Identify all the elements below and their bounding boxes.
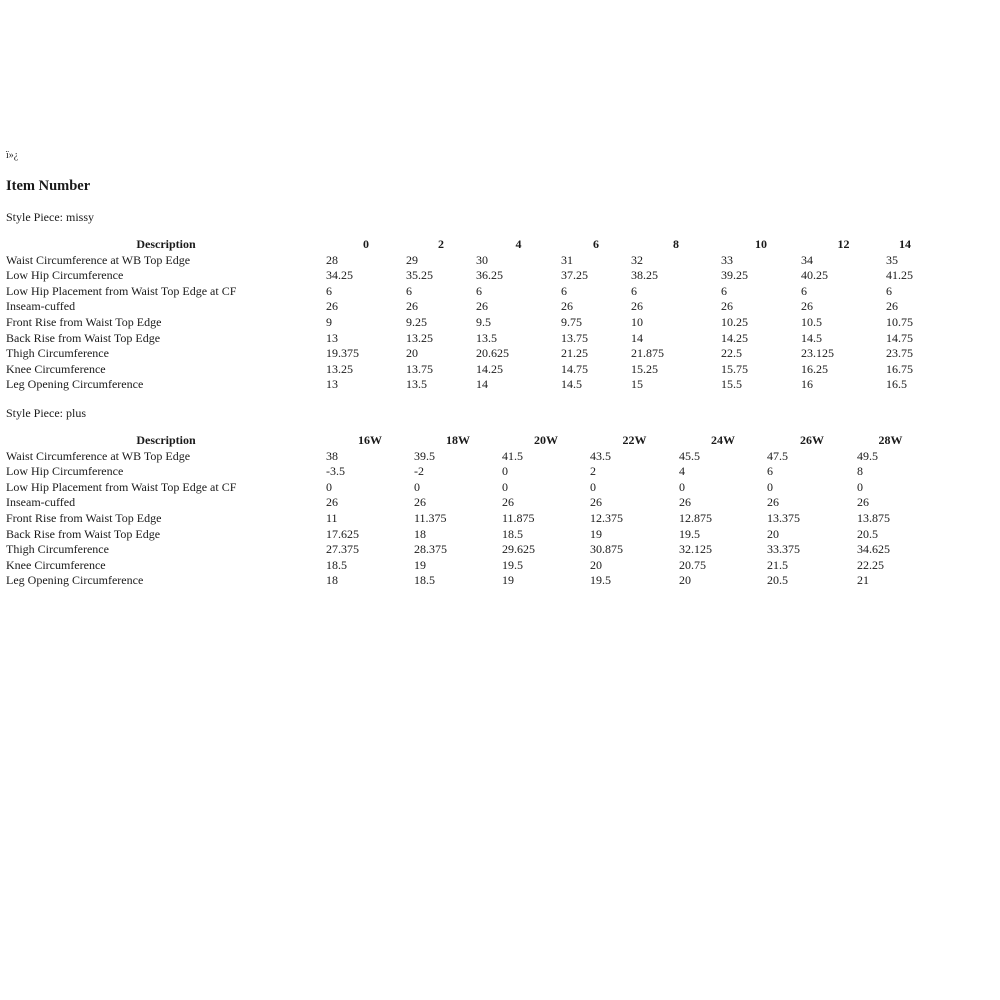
measurement-value: 28 <box>326 252 338 267</box>
measurement-description: Inseam-cuffed <box>6 299 76 314</box>
measurement-value: 16 <box>801 377 813 392</box>
measurement-value: -2 <box>414 464 424 479</box>
measurement-value: 23.125 <box>801 346 834 361</box>
measurement-value: 18 <box>414 526 426 541</box>
measurement-value: 13.25 <box>326 361 353 376</box>
table-row <box>6 346 924 362</box>
measurement-value: 41.5 <box>502 448 523 463</box>
measurement-value: 39.5 <box>414 448 435 463</box>
measurement-description: Low Hip Circumference <box>6 268 124 283</box>
measurement-value: 9 <box>326 314 332 329</box>
measurement-value: 13.25 <box>406 330 433 345</box>
table-header-row <box>6 433 924 449</box>
column-header-size: 24W <box>711 433 735 447</box>
measurement-description: Leg Opening Circumference <box>6 377 144 392</box>
table-row <box>6 542 924 558</box>
measurement-value: 15.25 <box>631 361 658 376</box>
measurement-value: 6 <box>561 283 567 298</box>
measurement-value: 26 <box>561 299 573 314</box>
measurement-description: Waist Circumference at WB Top Edge <box>6 252 191 267</box>
measurement-value: 13.75 <box>561 330 588 345</box>
measurement-value: 10.5 <box>801 314 822 329</box>
measurement-value: 26 <box>590 495 602 510</box>
measurement-value: 14.75 <box>561 361 588 376</box>
measurement-value: 13.5 <box>476 330 497 345</box>
measurement-value: 16.75 <box>886 361 913 376</box>
measurement-value: 9.75 <box>561 314 582 329</box>
measurement-value: 29.625 <box>502 542 535 557</box>
measurement-value: 20.5 <box>767 573 788 588</box>
spec-table-missy <box>6 237 924 393</box>
measurement-value: 6 <box>767 464 773 479</box>
table-row <box>6 449 924 465</box>
measurement-value: 16.5 <box>886 377 907 392</box>
measurement-value: 26 <box>326 299 338 314</box>
measurement-description: Back Rise from Waist Top Edge <box>6 526 161 541</box>
column-header-size: 12 <box>837 237 850 251</box>
measurement-value: 26 <box>679 495 691 510</box>
measurement-value: 19 <box>590 526 602 541</box>
measurement-value: 37.25 <box>561 268 588 283</box>
measurement-value: 10 <box>631 314 643 329</box>
measurement-value: -3.5 <box>326 464 345 479</box>
measurement-value: 19.375 <box>326 346 359 361</box>
measurement-value: 33 <box>721 252 733 267</box>
measurement-value: 23.75 <box>886 346 913 361</box>
spec-table-plus <box>6 433 924 589</box>
measurement-value: 9.5 <box>476 314 491 329</box>
measurement-value: 26 <box>857 495 869 510</box>
table-row <box>6 495 924 511</box>
measurement-value: 34 <box>801 252 813 267</box>
column-header-description: Description <box>136 433 196 447</box>
measurement-value: 26 <box>886 299 898 314</box>
measurement-value: 26 <box>721 299 733 314</box>
measurement-value: 27.375 <box>326 542 359 557</box>
page-title: Item Number <box>6 178 91 194</box>
measurement-value: 8 <box>857 464 863 479</box>
measurement-value: 20 <box>679 573 691 588</box>
measurement-value: 13.75 <box>406 361 433 376</box>
measurement-value: 14.75 <box>886 330 913 345</box>
measurement-value: 39.25 <box>721 268 748 283</box>
measurement-value: 22.5 <box>721 346 742 361</box>
table-row <box>6 268 924 284</box>
measurement-value: 36.25 <box>476 268 503 283</box>
column-header-size: 10 <box>755 237 767 251</box>
measurement-description: Back Rise from Waist Top Edge <box>6 330 161 345</box>
measurement-value: 18 <box>326 573 338 588</box>
measurement-value: 32 <box>631 252 643 267</box>
column-header-size: 2 <box>438 237 444 251</box>
measurement-value: 16.25 <box>801 361 828 376</box>
style-piece-plus-label: Style Piece: plus <box>6 406 86 420</box>
table-row <box>6 284 924 300</box>
measurement-value: 21.875 <box>631 346 664 361</box>
measurement-value: 0 <box>502 464 508 479</box>
measurement-value: 38.25 <box>631 268 658 283</box>
measurement-value: 10.25 <box>721 314 748 329</box>
measurement-value: 19 <box>502 573 514 588</box>
measurement-description: Thigh Circumference <box>6 346 109 361</box>
measurement-value: 19.5 <box>502 557 523 572</box>
table-row <box>6 573 924 589</box>
table-row <box>6 253 924 269</box>
measurement-description: Inseam-cuffed <box>6 495 76 510</box>
measurement-value: 20.625 <box>476 346 509 361</box>
column-header-size: 8 <box>673 237 679 251</box>
measurement-value: 21.5 <box>767 557 788 572</box>
measurement-value: 18.5 <box>414 573 435 588</box>
measurement-description: Knee Circumference <box>6 361 106 376</box>
measurement-value: 26 <box>406 299 418 314</box>
column-header-size: 0 <box>363 237 369 251</box>
measurement-value: 26 <box>476 299 488 314</box>
measurement-value: 14.5 <box>561 377 582 392</box>
measurement-value: 26 <box>326 495 338 510</box>
measurement-value: 11.875 <box>502 510 535 525</box>
table-row <box>6 299 924 315</box>
column-header-size: 4 <box>515 237 522 251</box>
measurement-value: 0 <box>414 479 420 494</box>
measurement-value: 0 <box>857 479 863 494</box>
measurement-value: 14.25 <box>476 361 503 376</box>
measurement-value: 31 <box>561 252 573 267</box>
measurement-value: 26 <box>801 299 813 314</box>
measurement-value: 35 <box>886 252 898 267</box>
table-row <box>6 331 924 347</box>
measurement-value: 14.25 <box>721 330 748 345</box>
measurement-value: 18.5 <box>502 526 523 541</box>
measurement-value: 21 <box>857 573 869 588</box>
measurement-value: 9.25 <box>406 314 427 329</box>
measurement-value: 43.5 <box>590 448 611 463</box>
measurement-value: 30 <box>476 252 488 267</box>
measurement-value: 19 <box>414 557 426 572</box>
measurement-value: 40.25 <box>801 268 828 283</box>
measurement-value: 20.75 <box>679 557 706 572</box>
table-row <box>6 558 924 574</box>
measurement-value: 11 <box>326 510 338 525</box>
measurement-value: 15 <box>631 377 643 392</box>
measurement-value: 29 <box>406 252 418 267</box>
measurement-value: 6 <box>886 283 892 298</box>
measurement-value: 20 <box>590 557 602 572</box>
measurement-description: Knee Circumference <box>6 557 106 572</box>
measurement-value: 4 <box>679 464 685 479</box>
measurement-value: 26 <box>502 495 514 510</box>
measurement-value: 14 <box>631 330 643 345</box>
measurement-value: 6 <box>721 283 727 298</box>
measurement-value: 26 <box>767 495 779 510</box>
measurement-value: 0 <box>326 479 332 494</box>
measurement-description: Low Hip Circumference <box>6 464 124 479</box>
column-header-size: 6 <box>593 237 599 251</box>
measurement-value: 45.5 <box>679 448 700 463</box>
table-row <box>6 480 924 496</box>
measurement-value: 14 <box>476 377 488 392</box>
measurement-value: 34.25 <box>326 268 353 283</box>
measurement-value: 2 <box>590 464 596 479</box>
table-row <box>6 464 924 480</box>
measurement-value: 38 <box>326 448 338 463</box>
table-row <box>6 511 924 527</box>
measurement-description: Low Hip Placement from Waist Top Edge at CF <box>6 283 237 298</box>
measurement-value: 20 <box>767 526 779 541</box>
measurement-value: 6 <box>631 283 637 298</box>
measurement-value: 6 <box>406 283 412 298</box>
measurement-value: 10.75 <box>886 314 913 329</box>
measurement-value: 6 <box>801 283 807 298</box>
measurement-description: Leg Opening Circumference <box>6 573 144 588</box>
measurement-value: 15.75 <box>721 361 748 376</box>
measurement-value: 22.25 <box>857 557 884 572</box>
style-piece-missy-label: Style Piece: missy <box>6 210 94 224</box>
measurement-value: 13 <box>326 377 338 392</box>
measurement-value: 18.5 <box>326 557 347 572</box>
measurement-value: 0 <box>502 479 508 494</box>
column-header-size: 16W <box>358 433 382 447</box>
measurement-value: 17.625 <box>326 526 359 541</box>
measurement-value: 19.5 <box>679 526 700 541</box>
measurement-value: 12.375 <box>590 510 623 525</box>
column-header-size: 14 <box>899 237 911 251</box>
measurement-value: 28.375 <box>414 542 447 557</box>
measurement-value: 32.125 <box>679 542 712 557</box>
measurement-value: 34.625 <box>857 542 890 557</box>
measurement-value: 20 <box>406 346 418 361</box>
measurement-value: 0 <box>767 479 773 494</box>
table-header-row <box>6 237 924 253</box>
measurement-value: 14.5 <box>801 330 822 345</box>
table-row <box>6 377 924 393</box>
measurement-value: 13.875 <box>857 510 890 525</box>
measurement-value: 15.5 <box>721 377 742 392</box>
measurement-value: 6 <box>326 283 332 298</box>
measurement-description: Low Hip Placement from Waist Top Edge at CF <box>6 479 237 494</box>
table-row <box>6 362 924 378</box>
measurement-value: 49.5 <box>857 448 878 463</box>
measurement-value: 20.5 <box>857 526 878 541</box>
measurement-description: Front Rise from Waist Top Edge <box>6 510 162 525</box>
measurement-value: 30.875 <box>590 542 623 557</box>
column-header-description: Description <box>136 237 196 251</box>
measurement-value: 11.375 <box>414 510 447 525</box>
table-row <box>6 527 924 543</box>
measurement-value: 47.5 <box>767 448 788 463</box>
table-row <box>6 315 924 331</box>
measurement-description: Thigh Circumference <box>6 542 109 557</box>
column-header-size: 18W <box>446 433 470 447</box>
measurement-value: 0 <box>590 479 596 494</box>
measurement-value: 41.25 <box>886 268 913 283</box>
column-header-size: 28W <box>878 433 903 447</box>
measurement-value: 26 <box>631 299 643 314</box>
measurement-value: 13.375 <box>767 510 800 525</box>
column-header-size: 22W <box>622 433 647 447</box>
measurement-description: Waist Circumference at WB Top Edge <box>6 448 191 463</box>
measurement-value: 13.5 <box>406 377 427 392</box>
measurement-value: 26 <box>414 495 426 510</box>
measurement-value: 6 <box>476 283 482 298</box>
encoding-artifact-text: ï»¿ <box>6 150 19 161</box>
measurement-value: 21.25 <box>561 346 588 361</box>
column-header-size: 26W <box>800 433 824 447</box>
measurement-value: 33.375 <box>767 542 800 557</box>
measurement-value: 13 <box>326 330 338 345</box>
measurement-value: 35.25 <box>406 268 433 283</box>
measurement-value: 0 <box>679 479 685 494</box>
measurement-value: 12.875 <box>679 510 712 525</box>
measurement-description: Front Rise from Waist Top Edge <box>6 314 162 329</box>
measurement-value: 19.5 <box>590 573 611 588</box>
column-header-size: 20W <box>534 433 558 447</box>
